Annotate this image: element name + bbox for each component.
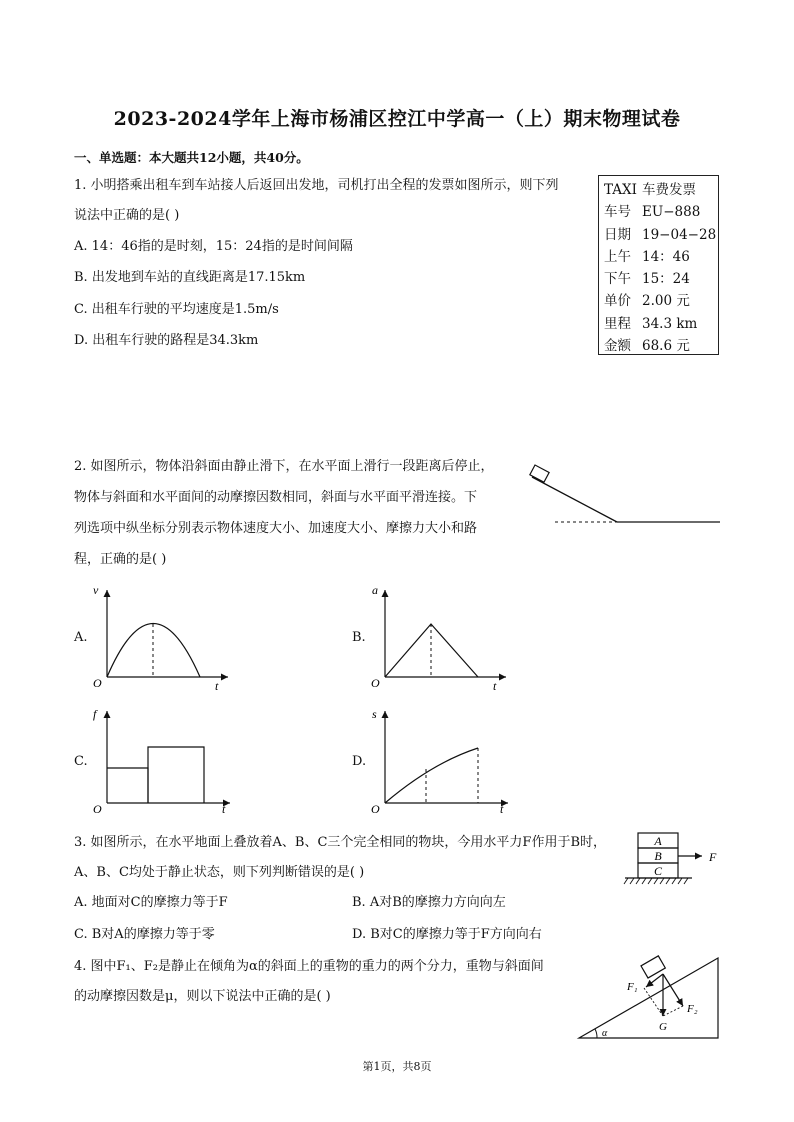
receipt-value: EU−888 bbox=[642, 204, 701, 221]
ground-hatching bbox=[624, 878, 688, 884]
receipt-row bbox=[604, 246, 713, 268]
q1-stem-line1: 1. 小明搭乘出租车到车站接人后返回出发地，司机打出全程的发票如图所示，则下列 bbox=[74, 178, 559, 193]
angle-alpha-label: α bbox=[602, 1028, 608, 1039]
receipt-value: 车费发票 bbox=[642, 182, 696, 198]
q3-option-a: A. 地面对C的摩擦力等于F bbox=[74, 895, 228, 910]
origin-label: O bbox=[371, 802, 380, 815]
graph-d-distance bbox=[368, 703, 518, 815]
receipt-row bbox=[604, 268, 713, 290]
incline-force-figure bbox=[575, 950, 725, 1042]
f2-arrow bbox=[663, 974, 683, 1006]
receipt-row bbox=[604, 335, 713, 357]
distance-curve bbox=[385, 748, 478, 803]
q1-option-c: C. 出租车行驶的平均速度是1.5m/s bbox=[74, 302, 279, 317]
block-a-label: A bbox=[654, 834, 662, 848]
stacked-blocks-figure bbox=[620, 828, 730, 898]
axis-t-label: t bbox=[493, 679, 497, 693]
f2-label: F₂ bbox=[687, 1003, 698, 1015]
origin-label: O bbox=[371, 676, 380, 690]
receipt-value: 14：46 bbox=[642, 248, 690, 265]
force-f-label: F bbox=[709, 850, 717, 864]
q3-option-c: C. B对A的摩擦力等于零 bbox=[74, 927, 215, 942]
axis-t-label: t bbox=[500, 802, 504, 815]
receipt-key: 车号 bbox=[604, 204, 631, 221]
taxi-receipt bbox=[598, 175, 719, 355]
receipt-row bbox=[604, 201, 713, 223]
receipt-key: 日期 bbox=[604, 226, 631, 243]
receipt-value: 34.3 km bbox=[642, 315, 698, 332]
q2-label-c: C. bbox=[74, 754, 88, 769]
q2-stem-line4: 程，正确的是( ) bbox=[74, 552, 167, 567]
receipt-key: 上午 bbox=[604, 248, 631, 265]
f1-label: F₁ bbox=[627, 981, 638, 993]
receipt-row bbox=[604, 224, 717, 246]
q2-label-a: A. bbox=[74, 630, 88, 645]
q3-option-b: B. A对B的摩擦力方向向左 bbox=[352, 895, 506, 910]
axis-t-label: t bbox=[222, 802, 226, 815]
incline-triangle bbox=[579, 958, 718, 1038]
page-footer: 第1页，共8页 bbox=[362, 1060, 432, 1073]
axis-v-label: v bbox=[93, 583, 99, 597]
q1-stem-line2: 说法中正确的是( ) bbox=[74, 208, 180, 223]
q3-stem-line1: 3. 如图所示，在水平地面上叠放着A、B、C三个完全相同的物块，今用水平力F作用于B时， bbox=[74, 835, 606, 850]
f1-arrow bbox=[646, 974, 663, 987]
q2-label-d: D. bbox=[352, 754, 367, 769]
q1-option-d: D. 出租车行驶的路程是34.3km bbox=[74, 333, 259, 348]
receipt-value: 15：24 bbox=[642, 271, 690, 288]
receipt-key: TAXI bbox=[604, 182, 637, 198]
q1-option-b: B. 出发地到车站的直线距离是17.15km bbox=[74, 270, 306, 285]
q2-stem-line2: 物体与斜面和水平面间的动摩擦因数相同，斜面与水平面平滑连接。下 bbox=[74, 490, 478, 505]
friction-segment-2 bbox=[148, 747, 204, 803]
q3-stem-line2: A、B、C均处于静止状态，则下列判断错误的是( ) bbox=[74, 865, 365, 880]
q4-stem-line2: 的动摩擦因数是μ，则以下说法中正确的是( ) bbox=[74, 989, 331, 1004]
section-heading: 一、单选题：本大题共12小题，共40分。 bbox=[74, 150, 309, 165]
receipt-key: 下午 bbox=[604, 271, 631, 288]
receipt-value: 19−04−28 bbox=[642, 226, 717, 243]
axis-a-label: a bbox=[372, 583, 378, 597]
receipt-row bbox=[604, 313, 713, 335]
q2-stem-line1: 2. 如图所示，物体沿斜面由静止滑下，在水平面上滑行一段距离后停止， bbox=[74, 459, 494, 474]
g-label: G bbox=[659, 1021, 667, 1033]
receipt-key: 单价 bbox=[604, 293, 631, 310]
incline-surface bbox=[532, 477, 617, 522]
receipt-value: 2.00 元 bbox=[642, 293, 690, 310]
block-b-label: B bbox=[654, 849, 662, 863]
q2-stem-line3: 列选项中纵坐标分别表示物体速度大小、加速度大小、摩擦力大小和路 bbox=[74, 521, 478, 536]
receipt-row bbox=[604, 179, 713, 201]
origin-label: O bbox=[93, 802, 102, 815]
sliding-block bbox=[530, 465, 549, 482]
receipt-key: 金额 bbox=[604, 338, 631, 355]
q1-option-a: A. 14：46指的是时刻，15：24指的是时间间隔 bbox=[74, 239, 353, 254]
axis-t-label: t bbox=[215, 679, 219, 693]
graph-a-velocity bbox=[90, 582, 240, 694]
axis-f-label: f bbox=[93, 707, 97, 721]
axis-s-label: s bbox=[372, 707, 377, 721]
receipt-row bbox=[604, 290, 713, 312]
origin-label: O bbox=[93, 676, 102, 690]
page-title: 2023-2024学年上海市杨浦区控江中学高一（上）期末物理试卷 bbox=[113, 108, 681, 130]
incline-figure bbox=[520, 455, 725, 530]
q4-stem-line1: 4. 图中F₁、F₂是静止在倾角为α的斜面上的重物的重力的两个分力，重物与斜面间 bbox=[74, 959, 544, 974]
q3-option-d: D. B对C的摩擦力等于F方向向右 bbox=[352, 927, 542, 942]
block-c-label: C bbox=[653, 864, 663, 878]
receipt-key: 里程 bbox=[604, 315, 631, 332]
receipt-value: 68.6 元 bbox=[642, 338, 690, 355]
q2-label-b: B. bbox=[352, 630, 366, 645]
graph-b-acceleration bbox=[368, 582, 518, 694]
friction-segment-1 bbox=[107, 768, 148, 803]
graph-c-friction bbox=[90, 703, 240, 815]
